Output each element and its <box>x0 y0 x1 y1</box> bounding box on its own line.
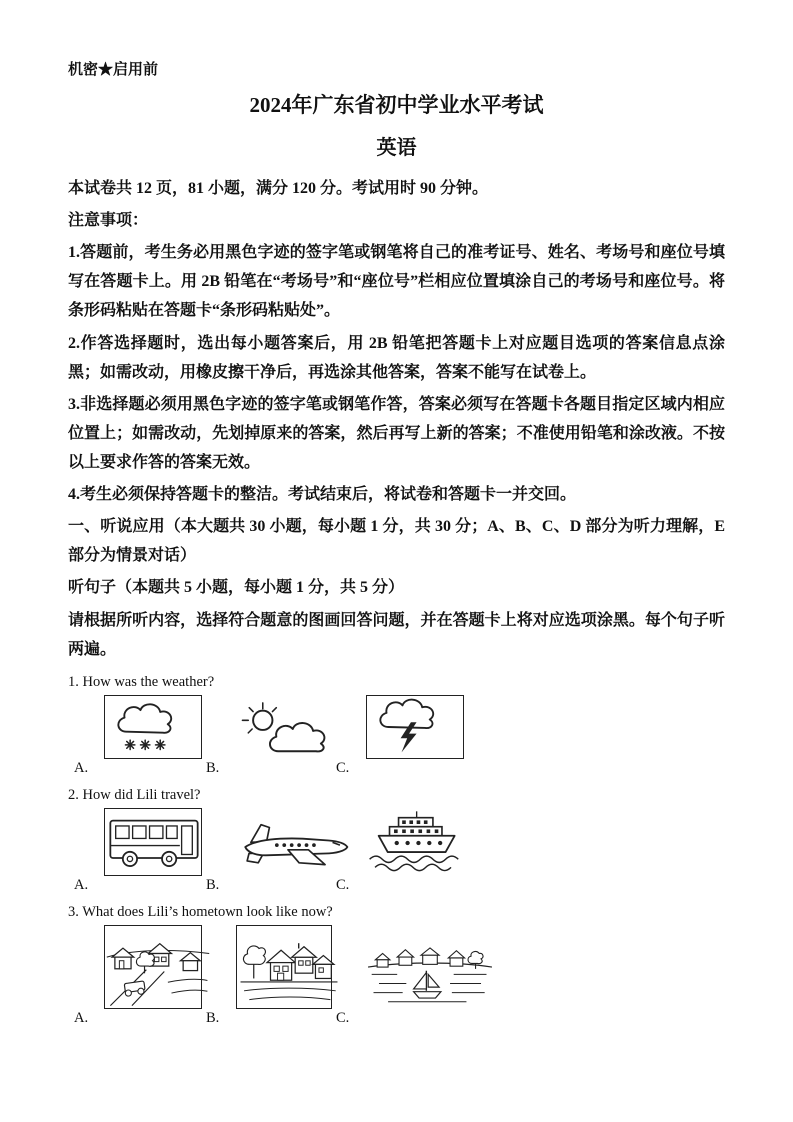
question-3-option-a <box>70 925 202 1027</box>
question-1-options <box>70 695 725 777</box>
question-1-option-c <box>332 695 464 777</box>
note-item-1: 1.答题前，考生务必用黑色字迹的签字笔或钢笔将自己的准考证号、姓名、考场号和座位号填写在答题卡上。用 2B 铅笔在“考场号”和“座位号”栏相应位置填涂自己的考场号和座位号。将条形码粘贴在答题卡“条形码粘贴处”。 <box>68 244 725 320</box>
question-3-options <box>70 925 725 1027</box>
question-2-option-c-label: C. <box>336 876 350 893</box>
listening-instructions: 请根据所听内容，选择符合题意的图画回答问题，并在答题卡上将对应选项涂黑。每个句子听两遍。 <box>68 611 725 658</box>
question-3-option-b-label: B. <box>206 1009 220 1026</box>
question-2-option-c <box>332 810 464 894</box>
question-3-option-c <box>332 927 482 1027</box>
question-2-option-a-label: A. <box>74 876 89 893</box>
subsection-heading: 听句子（本题共 5 小题，每小题 1 分，共 5 分） <box>68 579 405 597</box>
question-1-option-a <box>70 695 202 777</box>
question-1-option-c-label: C. <box>336 759 350 776</box>
page-title: 2024年广东省初中学业水平考试 <box>249 93 544 117</box>
note-item-3: 3.非选择题必须用黑色字迹的签字笔或钢笔作答，答案必须写在答题卡各题目指定区域内相应位置上；如需改动，先划掉原来的答案，然后再写上新的答案；不准使用铅笔和涂改液。不按以上要求作答的答案无效。 <box>68 395 725 471</box>
airplane-image <box>236 818 332 876</box>
question-1-option-b-label: B. <box>206 759 220 776</box>
question-2-text: 2. How did Lili travel? <box>68 786 201 803</box>
ship-image <box>366 810 464 876</box>
question-1-option-a-label: A. <box>74 759 89 776</box>
question-2-options <box>70 808 725 894</box>
village-scene-image <box>104 925 202 1009</box>
lakeside-scene-image <box>366 927 482 1009</box>
thunder-cloud-image <box>366 695 464 759</box>
bus-image <box>104 808 202 876</box>
question-3 <box>68 904 725 1027</box>
question-1 <box>68 674 725 777</box>
subject-title: 英语 <box>376 137 417 159</box>
notes-heading: 注意事项： <box>68 212 149 230</box>
question-3-text: 3. What does Lili’s hometown look like now? <box>68 903 333 920</box>
question-3-option-a-label: A. <box>74 1009 89 1026</box>
snowy-cloud-image <box>104 695 202 759</box>
security-notice: 机密★启用前 <box>68 62 159 78</box>
question-3-option-c-label: C. <box>336 1009 350 1026</box>
question-1-option-b <box>202 699 332 777</box>
question-2-option-b-label: B. <box>206 876 220 893</box>
sun-behind-cloud-image <box>236 699 332 759</box>
paper-info: 本试卷共 12 页，81 小题，满分 120 分。考试用时 90 分钟。 <box>68 180 489 197</box>
note-item-4: 4.考生必须保持答题卡的整洁。考试结束后，将试卷和答题卡一并交回。 <box>68 486 577 504</box>
question-3-option-b <box>202 925 332 1027</box>
question-2 <box>68 787 725 894</box>
question-1-text: 1. How was the weather? <box>68 673 215 690</box>
question-2-option-a <box>70 808 202 894</box>
town-scene-image <box>236 925 332 1009</box>
question-2-option-b <box>202 818 332 894</box>
note-item-2: 2.作答选择题时，选出每小题答案后，用 2B 铅笔把答题卡上对应题目选项的答案信息点涂黑；如需改动，用橡皮擦干净后，再选涂其他答案，答案不能写在试卷上。 <box>68 334 725 381</box>
section-heading: 一、听说应用（本大题共 30 小题，每小题 1 分，共 30 分；A、B、C、D 部分为听力理解，E部分为情景对话） <box>68 518 725 565</box>
